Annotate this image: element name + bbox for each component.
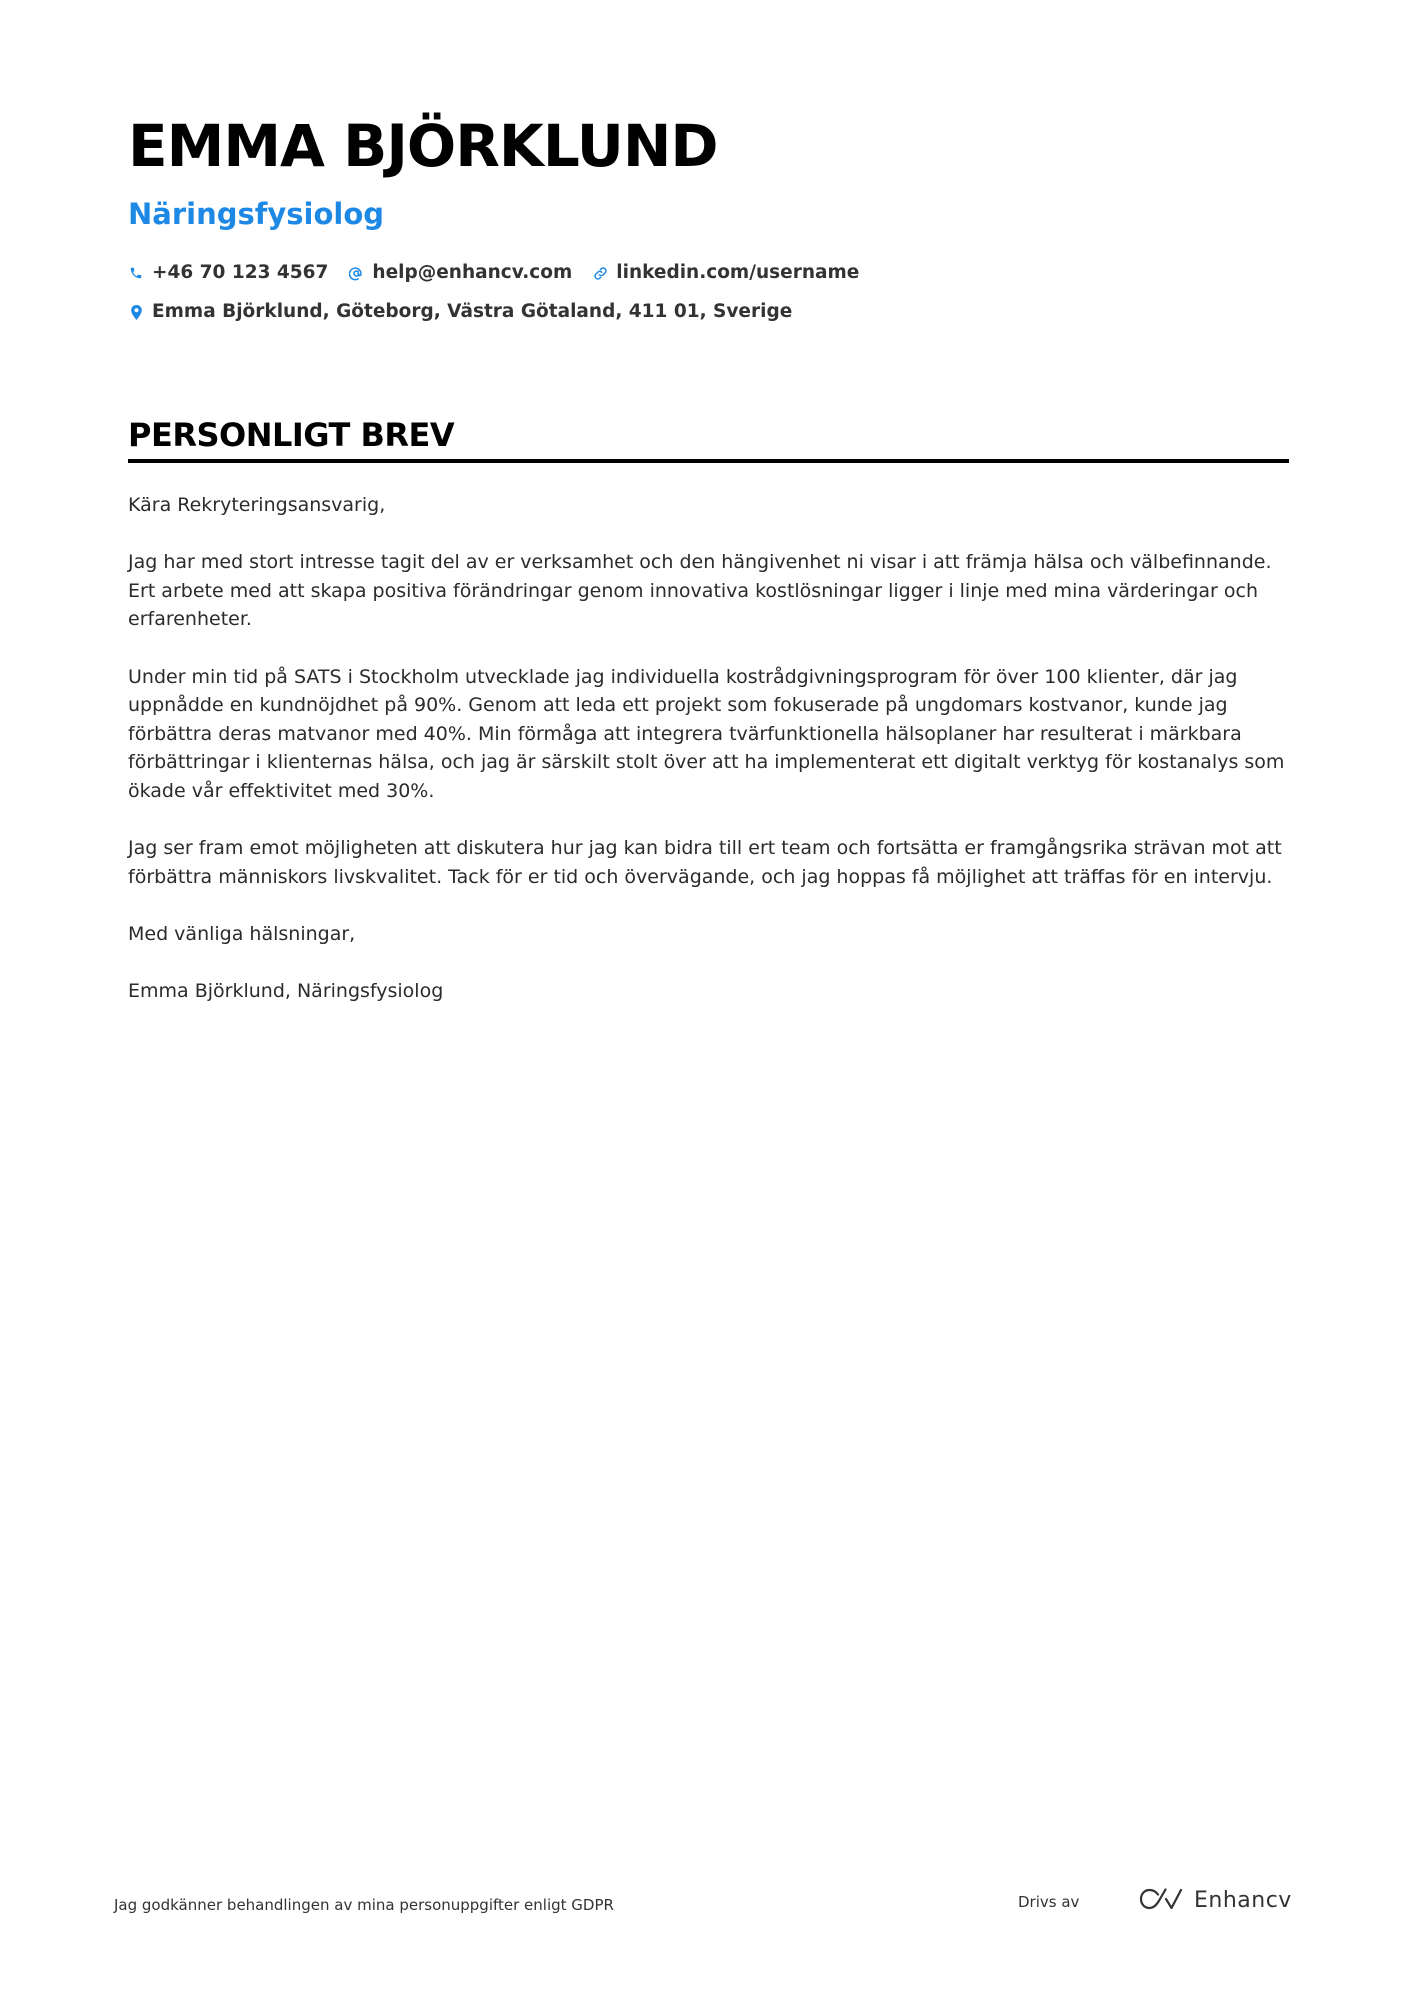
letter-body — [128, 491, 1289, 1006]
at-icon — [348, 265, 364, 281]
contact-phone — [128, 260, 328, 286]
location-pin-icon — [128, 304, 144, 320]
letter-paragraph: Jag har med stort intresse tagit del av er verksamhet och den hängivenhet ni visar i att främja hälsa och välbefinnande. Ert arbete med att skapa positiva förändringar genom innovativa kostlösningar ligger i linje med mina värderingar och erfarenheter. — [128, 551, 1272, 631]
linkedin-text[interactable]: linkedin.com/username — [616, 262, 860, 283]
powered-by-label: Drivs av — [1018, 1893, 1080, 1911]
contact-email — [348, 260, 572, 286]
cover-letter-page — [128, 108, 1289, 1034]
phone-icon — [128, 265, 144, 281]
contact-row-primary — [128, 260, 1289, 286]
letter-closing: Med vänliga hälsningar, — [128, 922, 356, 945]
contact-address — [128, 299, 792, 325]
applicant-title: Näringsfysiolog — [128, 197, 385, 231]
letter-signature: Emma Björklund, Näringsfysiolog — [128, 980, 444, 1003]
contact-linkedin — [592, 260, 859, 286]
enhancv-brand-name: Enhancv — [1194, 1888, 1292, 1913]
contact-row-address — [128, 299, 1289, 325]
section-heading: PERSONLIGT BREV — [128, 416, 455, 454]
link-icon — [592, 265, 608, 281]
section-divider — [128, 459, 1289, 463]
email-text[interactable]: help@enhancv.com — [372, 262, 573, 283]
address-text: Emma Björklund, Göteborg, Västra Götaland, 411 01, Sverige — [152, 301, 793, 322]
phone-text[interactable]: +46 70 123 4567 — [152, 262, 329, 283]
letter-paragraph: Under min tid på SATS i Stockholm utvecklade jag individuella kostrådgivningsprogram för över 100 klienter, där jag uppnådde en kundnöjdhet på 90%. Genom att leda ett projekt som fokuserade på ungdomars kostvanor, kunde jag förbättra deras matvanor med 40%. Min förmåga att integrera tvärfunktionella hälsoplaner har resulterat i märkbara förbättringar i klienternas hälsa, och jag är särskilt stolt över att ha implementerat ett digitalt verktyg för kostanalys som ökade vår effektivitet med 30%. — [128, 665, 1285, 802]
gdpr-consent-text: Jag godkänner behandlingen av mina personuppgifter enligt GDPR — [114, 1896, 614, 1914]
letter-paragraph: Jag ser fram emot möjligheten att diskutera hur jag kan bidra till ert team och fortsätta er framgångsrika strävan mot att förbättra människors livskvalitet. Tack för er tid och övervägande, och jag hoppas få möjlighet att träffas för en intervju. — [128, 837, 1282, 888]
enhancv-brand[interactable] — [1138, 1886, 1292, 1916]
applicant-name: EMMA BJÖRKLUND — [128, 112, 718, 180]
enhancv-logo-icon — [1138, 1887, 1184, 1916]
letter-greeting: Kära Rekryteringsansvarig, — [128, 494, 386, 516]
